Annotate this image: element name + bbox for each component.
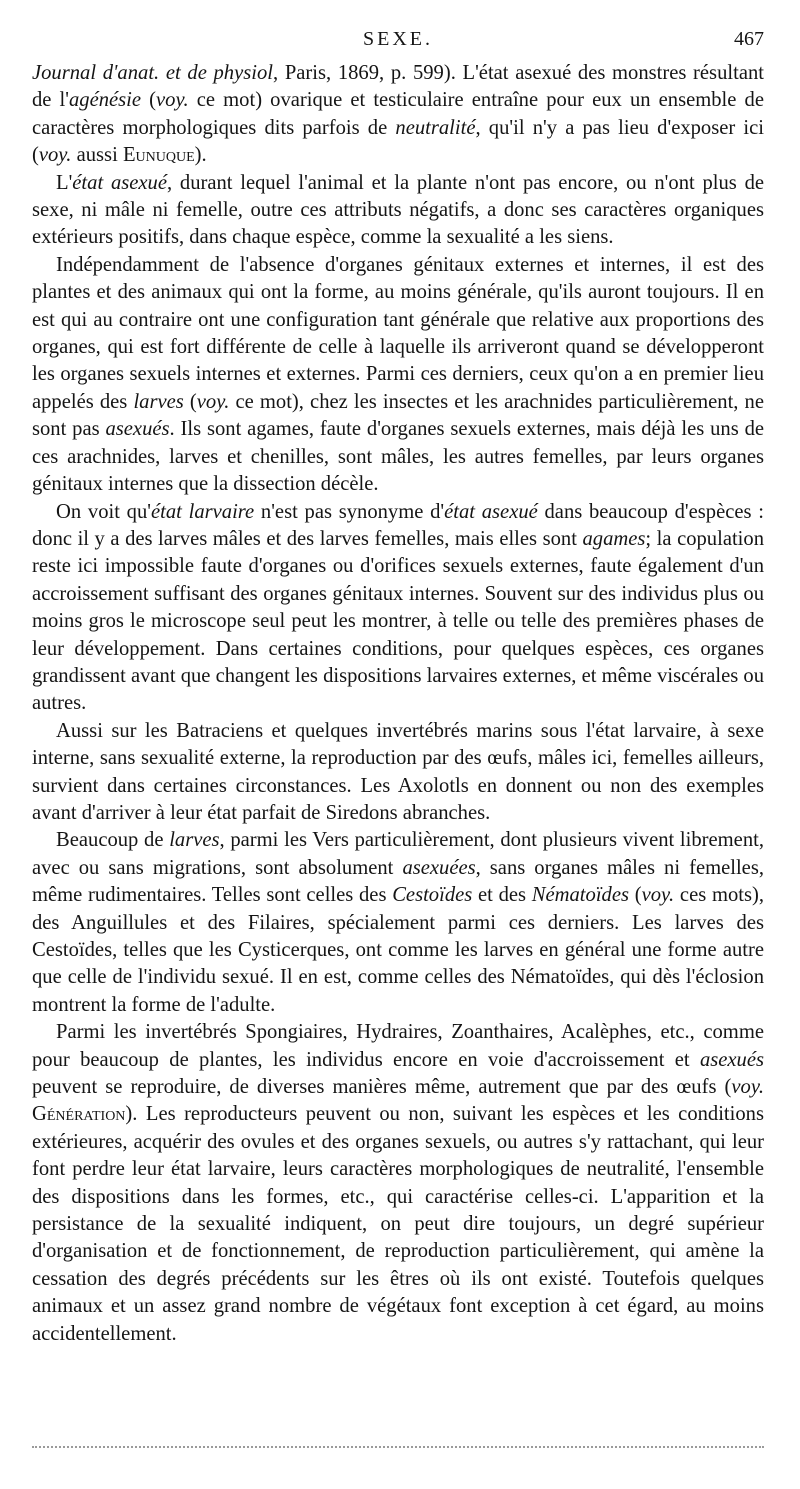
text-run: , durant lequel l'animal et la plante n'ont pas encore, ou n'ont plus de sexe, ni mâle ni femelle, outre ces attributs négatifs, a donc ses caractères organiques extérieurs positifs, dans chaque espèce, comme la sexualité a les siens.: [32, 171, 765, 249]
italic-text-run: agénésie: [69, 89, 142, 112]
italic-text-run: voy.: [641, 884, 675, 907]
italic-text-run: neutralité: [395, 116, 476, 139]
text-run: aussi: [71, 144, 123, 167]
paragraph: [32, 60, 764, 170]
italic-text-run: asexués: [105, 418, 170, 441]
text-run: ). Les reproducteurs peuvent ou non, suivant les espèces et les conditions extérieures, acquérir des ovules et des organes sexuels, ou autres s'y rattachant, qui leur font perdre leur état larvaire, leurs caractères morphologiques de neutralité, l'ensemble des dispositions dans les formes, etc., qui caractérise celles-ci. L'apparition et la persistance de la sexualité indiquent, on peut dire toujours, un degré supérieur d'organisation et de fonctionnement, de reproduction particulièrement, qui amène la cessation des degrés précédents sur les êtres où ils ont existé. Toutefois quelques animaux et un assez grand nombre de végétaux font exception à cet égard, au moins accidentellement.: [32, 1103, 764, 1345]
text-run: , sans organes mâles ni femelles, même rudimentaires. Telles sont celles des: [32, 856, 764, 907]
italic-text-run: Journal d'anat. et de physiol: [32, 62, 273, 84]
italic-text-run: état asexué: [444, 500, 538, 523]
text-run: ; la copulation reste ici impossible faute d'organes ou d'orifices sexuels externes, faute également d'un accroissement suffisant des organes génitaux internes. Souvent sur des individus plus ou moins gros le microscope seul peut les montrer, à telle ou telle des premières phases de leur développement. Dans certaines conditions, pour quelques espèces, ces organes grandissent avant que changent les dispositions larvaires externes, et même viscérales ou autres.: [32, 527, 764, 715]
text-run: (: [141, 89, 157, 112]
text-run: (: [183, 390, 197, 413]
text-run: . Ils sont agames, faute d'organes sexuels externes, mais déjà les uns de ces arachnides, larves et chenilles, sont mâles, les autres femelles, par leurs organes génitaux internes que la dissection décèle.: [32, 418, 765, 496]
italic-text-run: Cestoïdes: [392, 884, 473, 907]
paragraph: [32, 1019, 764, 1348]
running-head: SEXE.: [363, 28, 433, 50]
text-run: ce mot), chez les insectes et les arachnides particulièrement, ne sont pas: [32, 390, 764, 441]
text-run: et des: [472, 884, 532, 907]
italic-text-run: état asexué: [72, 171, 167, 194]
text-run: (: [629, 884, 642, 907]
paragraph: [32, 252, 764, 499]
bottom-dotted-rule: [32, 1446, 764, 1450]
text-run: ce mot) ovarique et testiculaire entraîne pour eux un ensemble de caractères morphologiques dits parfois de: [32, 89, 764, 139]
text-run: ces mots), des Anguillules et des Filaires, spécialement parmi ces derniers. Les larves des Cestoïdes, telles que les Cysticerques, ont comme les larves en général une forme autre que celle de l'individu sexué. Il en est, comme celles des Nématoïdes, qui dès l'éclosion montrent la forme de l'adulte.: [32, 884, 764, 1016]
body-text: [32, 60, 764, 1348]
text-run: ).: [194, 144, 207, 167]
italic-text-run: larves: [169, 829, 220, 852]
page-number: 467: [734, 28, 764, 50]
page-header: [32, 28, 764, 58]
text-run: Aussi sur les Batraciens et quelques invertébrés marins sous l'état larvaire, à sexe interne, sans sexualité externe, la reproduction par des œufs, mâles ici, femelles ailleurs, survient dans certaines circonstances. Les Axolotls en donnent ou non des exemples avant d'arriver à leur état parfait de Siredons abranches.: [32, 719, 764, 824]
text-run: , qu'il n'y a pas lieu d'exposer ici (: [32, 116, 764, 167]
italic-text-run: asexuées: [402, 856, 476, 879]
text-run: Beaucoup de: [56, 829, 170, 852]
italic-text-run: asexués: [699, 1048, 764, 1071]
paragraph: [32, 170, 764, 252]
italic-text-run: larves: [133, 390, 184, 413]
italic-text-run: voy.: [731, 1076, 764, 1099]
italic-text-run: voy.: [196, 390, 230, 413]
paragraph: [32, 499, 764, 718]
paragraph: [32, 718, 764, 828]
text-run: Parmi les invertébrés Spongiaires, Hydraires, Zoanthaires, Acalèphes, etc., comme pour beaucoup de plantes, les individus encore en voie d'accroissement et: [32, 1021, 764, 1071]
text-run: Indépendamment de l'absence d'organes génitaux externes et internes, il est des plantes et des animaux qui ont la forme, au moins générale, qu'ils auront toujours. Il en est qui au contraire ont une configuration tant générale que relative aux proportions des organes, qui est fort différente de celle à laquelle ils arriveront quand se développeront les organes sexuels internes et externes. Parmi ces derniers, ceux qu'on a en premier lieu appelés des: [32, 253, 764, 413]
italic-text-run: voy.: [156, 89, 189, 112]
text-run: L': [56, 171, 73, 194]
italic-text-run: agames: [582, 527, 646, 550]
text-run: , Paris, 1869, p. 599). L'état asexué des monstres résultant de l': [32, 62, 764, 112]
text-run: peuvent se reproduire, de diverses manières même, autrement que par des œufs (: [32, 1076, 732, 1099]
italic-text-run: voy.: [38, 144, 72, 167]
text-run: n'est pas synonyme d': [254, 500, 445, 523]
text-run: , parmi les Vers particulièrement, dont plusieurs vivent librement, avec ou sans migrations, sont absolument: [32, 829, 764, 879]
italic-text-run: état larvaire: [150, 500, 255, 523]
italic-text-run: Nématoïdes: [531, 884, 630, 907]
text-run: dans beaucoup d'espèces : donc il y a des larves mâles et des larves femelles, mais elles sont: [32, 500, 764, 550]
small-caps-text-run: Génération: [32, 1103, 126, 1126]
small-caps-text-run: Eunuque: [122, 144, 195, 167]
paragraph: [32, 827, 764, 1019]
text-run: On voit qu': [56, 500, 151, 523]
